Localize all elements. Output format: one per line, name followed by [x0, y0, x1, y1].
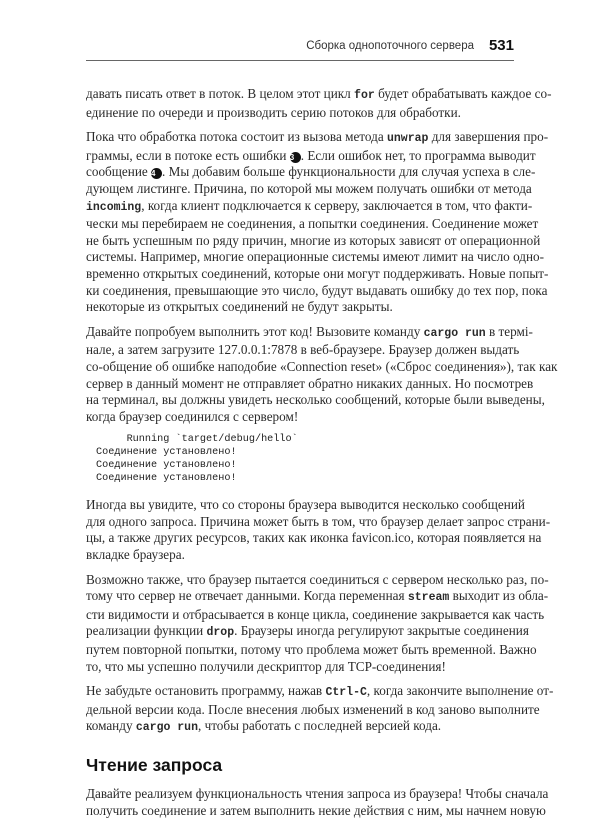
- text-line: для одного запроса. Причина может быть в том, что браузер делает запрос страни-: [86, 513, 551, 529]
- text-line: Не забудьте остановить программу, нажав Ctrl-C, когда закончите выполнение от-: [86, 683, 554, 700]
- paragraph-4: [86, 497, 551, 563]
- text-line: временно открытых соединений, которые они могут поддерживать. Новые попыт-: [86, 265, 549, 281]
- terminal-output: [96, 433, 514, 485]
- text-line: incoming, когда клиент подключается к серверу, заключается в том, что факти-: [86, 197, 533, 214]
- page-body: [86, 86, 558, 827]
- paragraph-6: [86, 683, 554, 737]
- inline-code: drop: [206, 626, 235, 640]
- text-line: когда браузер соединился с сервером!: [86, 408, 299, 424]
- text-line: не быть успешным по ряду причин, многие из которых зависят от операционной: [86, 232, 541, 248]
- text-line: дельной версии кода. После внесения любых изменений в код заново выполните: [86, 701, 540, 717]
- inline-code: for: [354, 89, 375, 102]
- text-line: Давайте попробуем выполнить этот код! Вызовите команду cargo run в термі-: [86, 323, 533, 340]
- text-line: давать писать ответ в поток. В целом этот цикл for будет обрабатывать каждое со-: [86, 86, 552, 102]
- paragraph-3: [86, 323, 558, 426]
- inline-code: unwrap: [386, 132, 429, 146]
- text-line: реализации функции drop. Браузеры иногда регулируют закрытые соединения: [86, 623, 529, 640]
- paragraph-7: [86, 786, 549, 819]
- text-line: нале, а затем загрузите 127.0.0.1:7878 в веб-браузере. Браузер должен выдать: [86, 342, 520, 358]
- text-line: то, что мы успешно получили дескриптор для TCP-соединения!: [86, 658, 446, 674]
- section-heading: Чтение запроса: [86, 755, 223, 775]
- text-line: тому что сервер не отвечает данными. Когда переменная stream выходит из обла-: [86, 588, 549, 605]
- text-line: Пока что обработка потока состоит из вызова метода unwrap для завершения про-: [86, 129, 549, 146]
- text-line: единение по очереди и производить серию потоков для обработки.: [86, 104, 461, 120]
- code-line: Соединение установлено!: [96, 447, 237, 459]
- text-line: граммы, если в потоке есть ошибки 3 . Если ошибок нет, то программа выводит: [86, 147, 536, 163]
- paragraph-5: [86, 571, 549, 676]
- paragraph-2: [86, 129, 549, 316]
- text-line: со-общение об ошибке наподобие «Connection reset» («Сброс соединения»), так как: [86, 358, 558, 374]
- text-line: сервер в данный момент не отправляет обратно никаких данных. Но посмотрев: [86, 375, 534, 391]
- text-line: ки соединения, превышающие это число, будут выдавать ошибку до тех пор, пока: [86, 282, 548, 298]
- inline-code: stream: [407, 591, 450, 605]
- inline-code: incoming: [86, 200, 142, 214]
- text-line: получить соединение и затем выполнить некие действия с ним, мы начнем новую: [86, 802, 546, 818]
- chapter-title: Сборка однопоточного сервера: [306, 40, 474, 52]
- code-line: Running `target/debug/hello`: [96, 434, 298, 446]
- text-line: Возможно также, что браузер пытается соединиться с сервером несколько раз, по-: [86, 571, 549, 587]
- running-header: [86, 38, 514, 61]
- text-line: сти видимости и отбрасывается в конце цикла, соединение закрывается как часть: [86, 606, 545, 622]
- text-line: сообщение 4 . Мы добавим больше функциональности для случая успеха в сле-: [86, 164, 536, 180]
- text-line: некоторые из открытых соединений не будут закрыты.: [86, 299, 393, 315]
- text-line: дующем листинге. Причина, по которой мы можем получать ошибки от метода: [86, 180, 532, 196]
- callout-marker-4: 4: [151, 168, 162, 179]
- page-number: 531: [488, 37, 514, 54]
- text-line: вкладке браузера.: [86, 547, 185, 563]
- code-line: Соединение установлено!: [96, 460, 237, 472]
- text-line: Иногда вы увидите, что со стороны браузера выводится несколько сообщений: [86, 497, 525, 513]
- inline-code: cargo run: [423, 326, 486, 340]
- text-line: Давайте реализуем функциональность чтения запроса из браузера! Чтобы сначала: [86, 786, 549, 801]
- text-line: цы, а также других ресурсов, таких как иконка favicon.ico, которая появляется на: [86, 530, 542, 546]
- code-line: Соединение установлено!: [96, 473, 237, 485]
- text-line: на терминал, вы должны увидеть несколько сообщений, которые были выведены,: [86, 392, 545, 408]
- inline-code: Ctrl-C: [325, 686, 367, 700]
- paragraph-1: [86, 86, 552, 121]
- text-line: чески мы перебираем не соединения, а попытки соединения. Соединение может: [86, 216, 539, 232]
- callout-marker-3: 3: [290, 152, 301, 163]
- text-line: системы. Например, многие операционные системы имеют лимит на число одно-: [86, 249, 545, 265]
- inline-code: cargo run: [135, 721, 198, 735]
- text-line: путем повторной попытки, потому что проблема может быть временной. Важно: [86, 642, 537, 658]
- text-line: команду cargo run, чтобы работать с последней версией кода.: [86, 718, 442, 735]
